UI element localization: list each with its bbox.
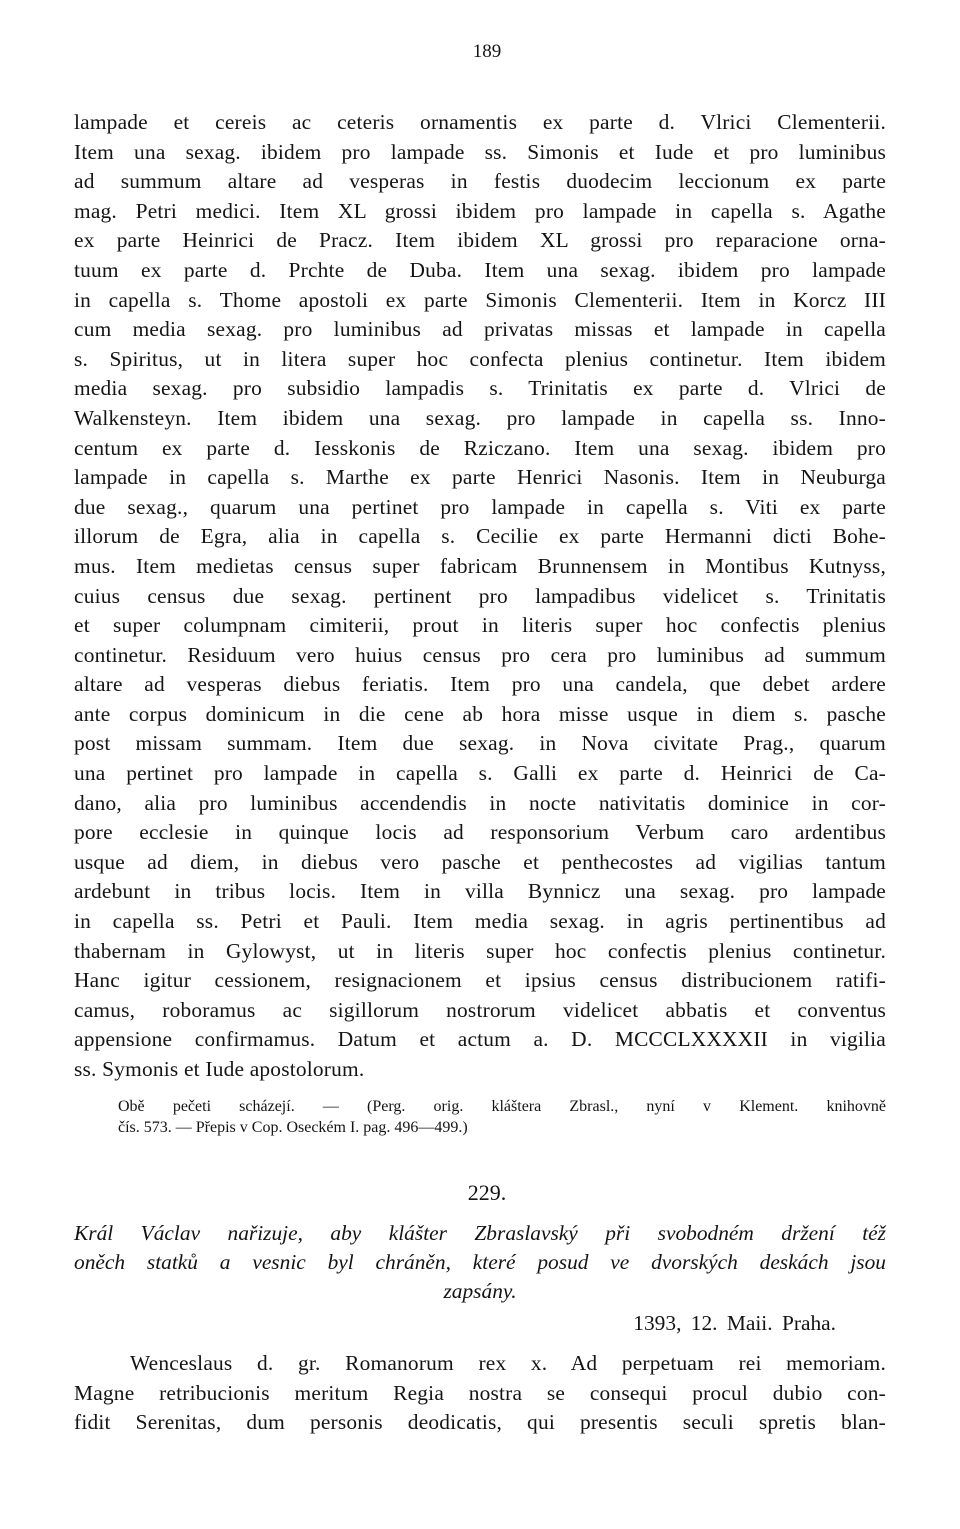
- text-line: tuum ex parte d. Prchte de Duba. Item una sexag. ibidem pro lampade: [74, 257, 886, 282]
- note-line: čís. 573. — Přepis v Cop. Oseckém I. pag. 496—499.): [118, 1118, 468, 1136]
- text-line: pore ecclesie in quinque locis ad responsorium Verbum caro ardentibus: [74, 820, 886, 845]
- text-line: et super columpnam cimiterii, prout in literis super hoc confectis plenius: [74, 613, 886, 638]
- text-line: cum media sexag. pro luminibus ad privatas missas et lampade in capella: [74, 317, 886, 342]
- text-line: camus, roboramus ac sigillorum nostrorum videlicet abbatis et conventus: [74, 997, 886, 1022]
- text-line: Walkensteyn. Item ibidem una sexag. pro lampade in capella ss. Inno-: [74, 405, 886, 430]
- text-line: ante corpus dominicum in die cene ab hora misse usque in diem s. pasche: [74, 701, 886, 726]
- charter-text: [74, 1349, 886, 1438]
- text-line: thabernam in Gylowyst, ut in literis super hoc confectis plenius continetur.: [74, 938, 886, 963]
- text-line: illorum de Egra, alia in capella s. Cecilie ex parte Hermanni dicti Bohe-: [74, 524, 886, 549]
- text-line: cuius census due sexag. pertinent pro lampadibus videlicet s. Trinitatis: [74, 583, 886, 608]
- text-line: in capella s. Thome apostoli ex parte Simonis Clementerii. Item in Korcz III: [74, 287, 886, 312]
- text-line: ad summum altare ad vesperas in festis duodecim leccionum ex parte: [74, 169, 886, 194]
- text-line: ardebunt in tribus locis. Item in villa Bynnicz una sexag. pro lampade: [74, 879, 886, 904]
- note-line: Obě pečeti scházejí. — (Perg. orig. kláštera Zbrasl., nyní v Klement. knihovně: [118, 1097, 886, 1115]
- body-paragraph: [74, 108, 886, 1085]
- regest-line: zapsány.: [443, 1279, 517, 1304]
- text-line: lampade in capella s. Marthe ex parte Henrici Nasonis. Item in Neuburga: [74, 465, 886, 490]
- regest-line: Král Václav nařizuje, aby klášter Zbraslavský při svobodném držení též: [74, 1220, 886, 1245]
- dateline: 1393, 12. Maii. Praha.: [633, 1310, 836, 1335]
- text-line: due sexag., quarum una pertinet pro lampade in capella s. Viti ex parte: [74, 494, 886, 519]
- text-line: media sexag. pro subsidio lampadis s. Trinitatis ex parte d. Vlrici de: [74, 376, 886, 401]
- text-line: continetur. Residuum vero huius census pro cera pro luminibus ad summum: [74, 642, 886, 667]
- text-line: in capella ss. Petri et Pauli. Item media sexag. in agris pertinentibus ad: [74, 909, 886, 934]
- text-line: ss. Symonis et Iude apostolorum.: [74, 1057, 365, 1081]
- text-line: mus. Item medietas census super fabricam Brunnensem in Montibus Kutnyss,: [74, 553, 886, 578]
- archival-note: [118, 1096, 886, 1138]
- document-number: 229.: [467, 1179, 507, 1205]
- regest-summary: [74, 1219, 886, 1307]
- page-number: 189: [472, 41, 502, 62]
- text-line: Hanc igitur cessionem, resignacionem et ipsius census distribucionem ratifi-: [74, 968, 886, 993]
- text-line: usque ad diem, in diebus vero pasche et penthecostes ad vigilias tantum: [74, 849, 886, 874]
- text-line: una pertinet pro lampade in capella s. Galli ex parte d. Heinrici de Ca-: [74, 761, 886, 786]
- charter-line: Magne retribucionis meritum Regia nostra se consequi procul dubio con-: [74, 1380, 886, 1405]
- text-line: mag. Petri medici. Item XL grossi ibidem pro lampade in capella s. Agathe: [74, 198, 886, 223]
- text-line: appensione confirmamus. Datum et actum a. D. MCCCLXXXXII in vigilia: [74, 1027, 886, 1052]
- text-line: ex parte Heinrici de Pracz. Item ibidem XL grossi pro reparacione orna-: [74, 228, 886, 253]
- charter-line: Wenceslaus d. gr. Romanorum rex x. Ad perpetuam rei memoriam.: [130, 1350, 886, 1375]
- charter-line: fidit Serenitas, dum personis deodicatis, qui presentis seculi spretis blan-: [74, 1410, 886, 1435]
- document-page: [74, 40, 886, 1438]
- text-line: post missam summam. Item due sexag. in Nova civitate Prag., quarum: [74, 731, 886, 756]
- regest-line: oněch statků a vesnic byl chráněn, které posud ve dvorských deskách jsou: [74, 1250, 886, 1274]
- text-line: dano, alia pro luminibus accendendis in nocte nativitatis dominice in cor-: [74, 790, 886, 815]
- text-line: centum ex parte d. Iesskonis de Rziczano. Item una sexag. ibidem pro: [74, 435, 886, 460]
- text-line: Item una sexag. ibidem pro lampade ss. Simonis et Iude et pro luminibus: [74, 139, 886, 164]
- text-line: lampade et cereis ac ceteris ornamentis ex parte d. Vlrici Clementerii.: [74, 110, 886, 134]
- text-line: altare ad vesperas diebus feriatis. Item pro una candela, que debet ardere: [74, 672, 886, 697]
- text-line: s. Spiritus, ut in litera super hoc confecta plenius continetur. Item ibidem: [74, 346, 886, 371]
